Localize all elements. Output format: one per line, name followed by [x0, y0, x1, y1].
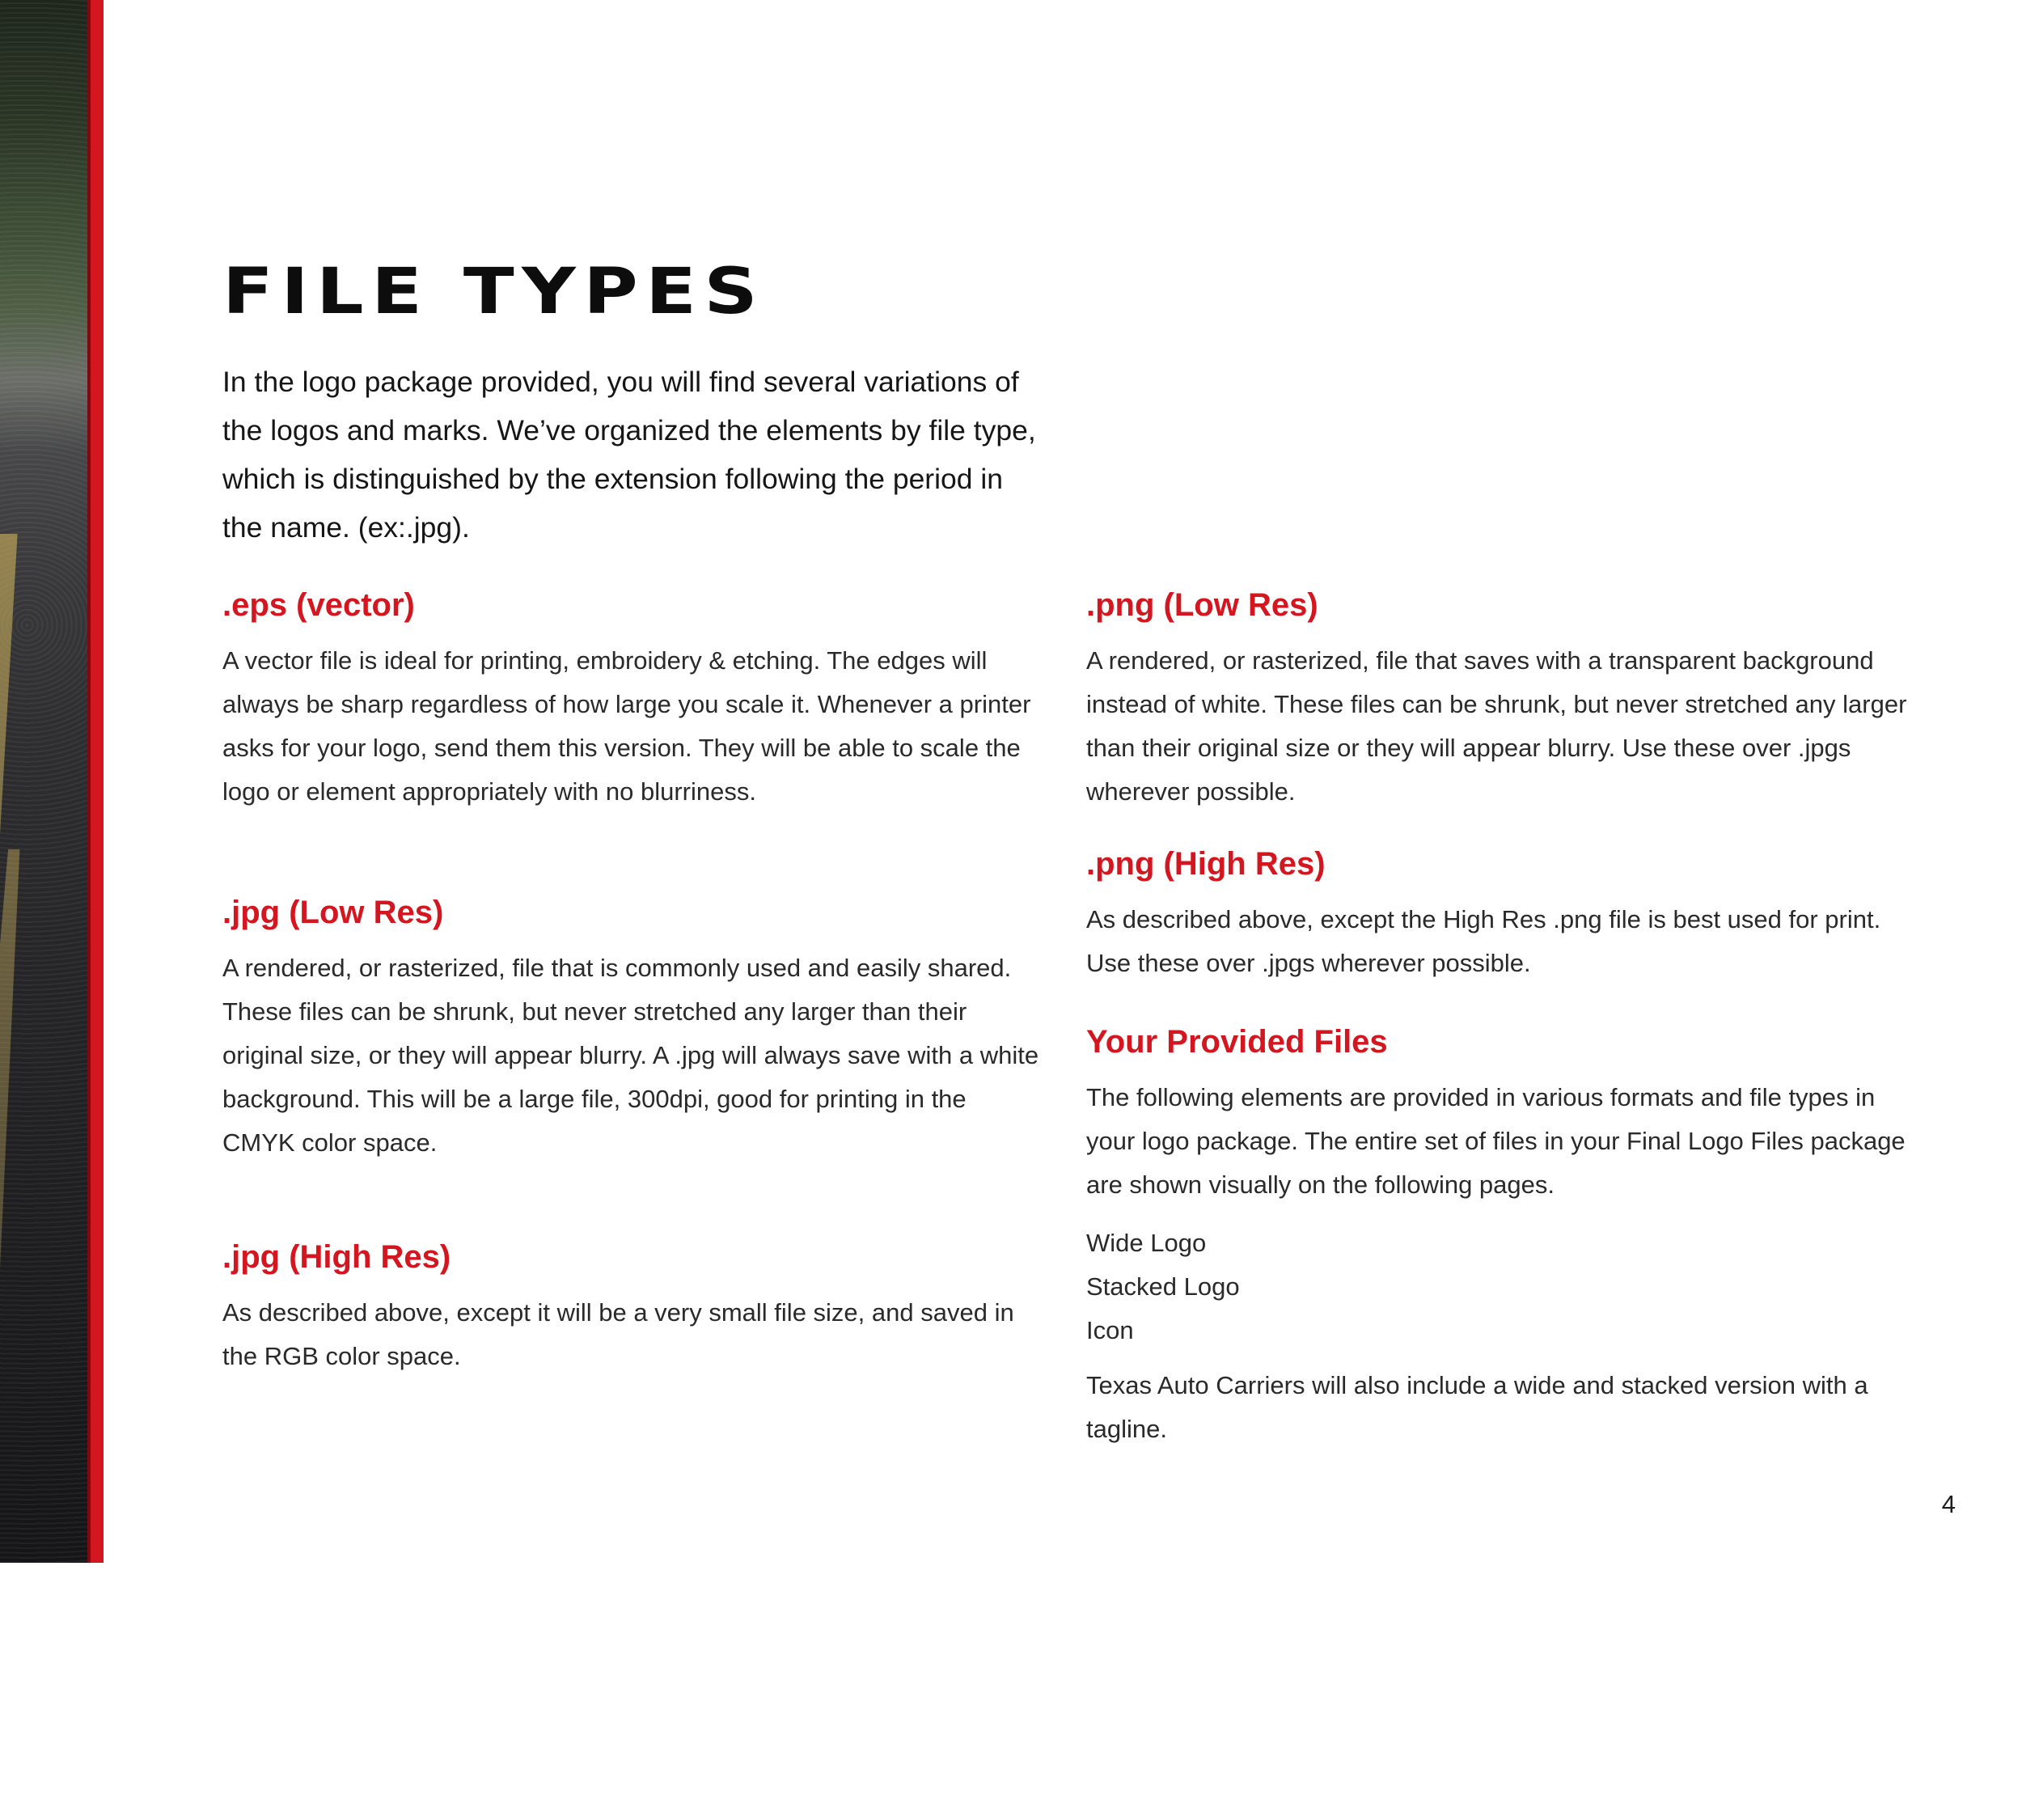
section-jpg-high [222, 1234, 1039, 1378]
section-png-low [1086, 582, 1911, 814]
list-item: Stacked Logo [1086, 1272, 1240, 1301]
section-heading: .eps (vector) [222, 587, 415, 623]
list-item: Icon [1086, 1316, 1134, 1344]
section-jpg-low [222, 890, 1039, 1165]
intro-paragraph: In the logo package provided, you will find several variations of the logos and marks. We’ve organized the elements by file type, which is distinguished by the extension following the period in the name. (ex:.jpg). [222, 366, 1036, 544]
section-heading: .png (Low Res) [1086, 587, 1318, 623]
page-title: FILE TYPES [222, 256, 766, 328]
section-body: A rendered, or rasterized, file that saves with a transparent background instead of white. These files can be shrunk, but never stretched any larger than their original size or they will appear blurry. Use these over .jpgs wherever possible. [1086, 646, 1907, 806]
page-number: 4 [1941, 1490, 1956, 1518]
section-provided-files [1086, 1019, 1911, 1451]
road-lane-line [0, 534, 97, 1505]
section-png-high [1086, 841, 1911, 985]
section-body: As described above, except it will be a very small file size, and saved in the RGB color space. [222, 1298, 1014, 1370]
section-body: The following elements are provided in various formats and file types in your logo package. The entire set of files in your Final Logo Files package are shown visually on the following pages. [1086, 1083, 1906, 1199]
section-body: A rendered, or rasterized, file that is commonly used and easily shared. These files can be shrunk, but never stretched any larger than their original size, or they will appear blurry. A .jpg will always save with a white background. This will be a large file, 300dpi, good for printing in the CMYK color space. [222, 954, 1039, 1157]
section-heading: .jpg (Low Res) [222, 895, 444, 930]
section-heading: .png (High Res) [1086, 846, 1326, 882]
list-item: Wide Logo [1086, 1229, 1207, 1257]
road-photo-strip [0, 0, 91, 1563]
section-heading: Your Provided Files [1086, 1024, 1388, 1060]
tagline-note: Texas Auto Carriers will also include a wide and stacked version with a tagline. [1086, 1371, 1868, 1443]
section-heading: .jpg (High Res) [222, 1239, 451, 1275]
section-eps [222, 582, 1039, 814]
red-accent-bar [91, 0, 104, 1563]
provided-files-list [1086, 1221, 1911, 1352]
section-body: A vector file is ideal for printing, embroidery & etching. The edges will always be sharp regardless of how large you scale it. Whenever a printer asks for your logo, send them this version. They will be able to scale the logo or element appropriately with no blurriness. [222, 646, 1031, 806]
section-body: As described above, except the High Res .png file is best used for print. Use these over .jpgs wherever possible. [1086, 905, 1881, 977]
